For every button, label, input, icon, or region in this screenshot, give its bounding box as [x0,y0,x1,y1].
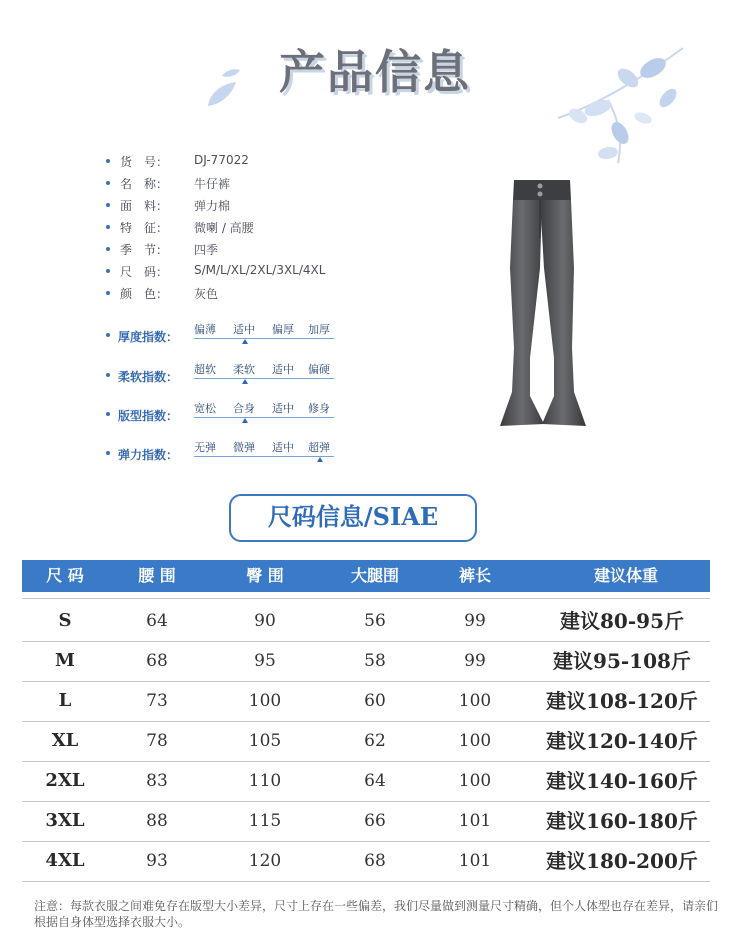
index-option: 偏硬 [308,363,330,376]
index-option: 修身 [308,402,330,415]
index-option: 合身 [233,402,255,415]
bullet-icon [106,373,110,377]
cell-weight: 建议95-108斤 [553,649,691,673]
index-option: 适中 [272,402,294,415]
index-selected-marker-icon [242,418,248,423]
table-row [22,762,710,802]
cell-length: 100 [458,691,492,711]
bullet-icon [106,181,110,185]
index-option: 加厚 [308,323,330,336]
cell-length: 101 [458,811,492,831]
cell-weight: 建议180-200斤 [546,849,698,873]
index-label: 弹力指数： [118,448,179,462]
index-option: 宽松 [194,402,216,415]
cell-hip: 100 [248,691,282,711]
cell-waist: 78 [146,731,168,751]
col-header-size: 尺 码 [46,566,84,585]
cell-weight: 建议80-95斤 [560,609,684,633]
cell-hip: 95 [254,651,276,671]
cell-length: 101 [458,851,492,871]
index-scale-line [194,456,334,457]
cell-thigh: 66 [364,811,386,831]
cell-thigh: 62 [364,731,386,751]
cell-weight: 建议160-180斤 [546,809,698,833]
page-title: 产品信息 [279,45,471,99]
index-option: 适中 [272,441,294,454]
cell-hip: 115 [248,811,282,831]
cell-size: S [58,610,72,631]
cell-thigh: 56 [364,611,386,631]
bullet-icon [106,269,110,273]
col-header-weight: 建议体重 [593,566,658,585]
table-row [22,842,710,882]
cell-waist: 73 [146,691,168,711]
bullet-icon [106,451,110,455]
cell-length: 100 [458,771,492,791]
col-header-thigh: 大腿围 [350,566,399,585]
table-row [22,602,710,642]
cell-size: 4XL [45,850,85,871]
index-label: 柔软指数： [118,370,179,384]
cell-waist: 64 [146,611,168,631]
table-row [22,642,710,682]
size-table-header [22,560,710,592]
col-header-hip: 臀 围 [246,566,284,585]
cell-waist: 93 [146,851,168,871]
cell-size: M [55,650,75,671]
bullet-icon [106,159,110,163]
index-option: 柔软 [233,363,255,376]
cell-length: 100 [458,731,492,751]
cell-hip: 105 [248,731,282,751]
table-row [22,682,710,722]
table-row [22,722,710,762]
cell-thigh: 58 [364,651,386,671]
cell-hip: 110 [248,771,282,791]
size-section-title: 尺码信息/SIAE [229,494,477,542]
col-header-length: 裤长 [458,566,491,585]
index-scale-line [194,417,334,418]
cell-weight: 建议108-120斤 [546,689,698,713]
cell-thigh: 68 [364,851,386,871]
index-scale-line [194,338,334,339]
index-option: 微弹 [233,441,255,454]
cell-weight: 建议140-160斤 [546,769,698,793]
index-label: 版型指数： [118,409,179,423]
index-option: 适中 [233,323,255,336]
bullet-icon [106,412,110,416]
col-header-waist: 腰 围 [138,566,176,585]
cell-size: 3XL [45,810,85,831]
cell-length: 99 [464,651,486,671]
index-scale-line [194,378,334,379]
bullet-icon [106,225,110,229]
cell-hip: 90 [254,611,276,631]
bullet-icon [106,333,110,337]
bullet-icon [106,247,110,251]
index-option: 适中 [272,363,294,376]
cell-length: 99 [464,611,486,631]
cell-waist: 88 [146,811,168,831]
index-selected-marker-icon [242,339,248,344]
cell-thigh: 60 [364,691,386,711]
cell-size: XL [51,730,79,751]
cell-hip: 120 [248,851,282,871]
index-option: 偏薄 [194,323,216,336]
table-row [22,802,710,842]
bullet-icon [106,203,110,207]
cell-size: 2XL [45,770,85,791]
disclaimer-note: 注意：每款衣服之间难免存在版型大小差异，尺寸上存在一些偏差，我们尽量做到测量尺寸精确，但个人体型也存在差异，请亲们根据自身体型选择衣服大小。 [34,899,719,929]
index-option: 无弹 [194,441,216,454]
cell-thigh: 64 [364,771,386,791]
index-selected-marker-icon [317,457,323,462]
index-option: 超软 [194,363,216,376]
cell-waist: 83 [146,771,168,791]
index-option: 偏厚 [272,323,294,336]
cell-waist: 68 [146,651,168,671]
bullet-icon [106,291,110,295]
jeans-product-image [470,178,610,428]
cell-size: L [58,690,72,711]
cell-weight: 建议120-140斤 [546,729,698,753]
index-option: 超弹 [308,441,330,454]
table-divider [22,598,710,599]
row-divider [22,881,710,882]
index-selected-marker-icon [242,379,248,384]
index-label: 厚度指数： [118,330,179,344]
